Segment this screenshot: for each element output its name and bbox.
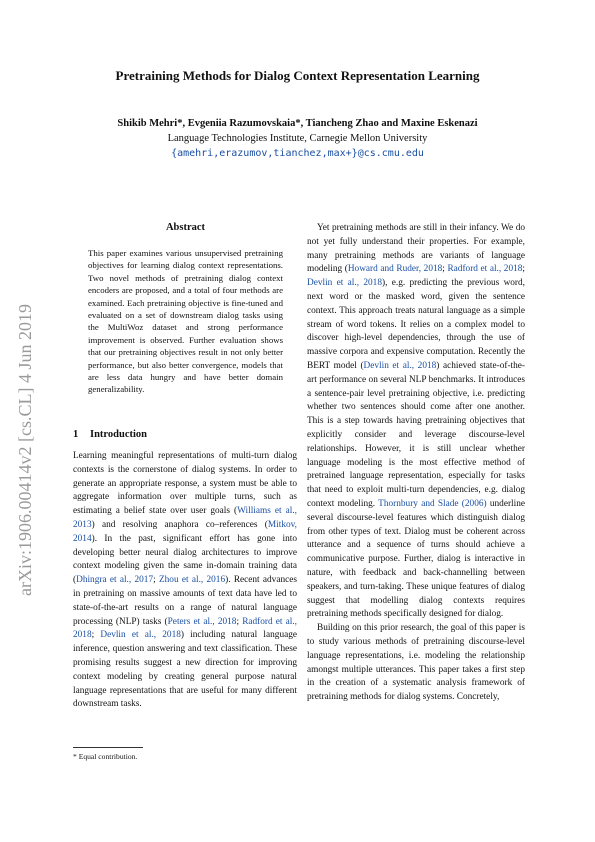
intro-paragraph-3: Building on this prior research, the goal of this paper is to study various methods of pretraining discourse-level language representations, i.e. modeling the relationship amongst multiple utterances. This paper takes a first step in the creation of a systematic analysis framework of pretraining methods for dialog systems. Concretely, — [307, 623, 525, 703]
author-emails[interactable]: {amehri,erazumov,tianchez,max+}@cs.cmu.edu — [171, 148, 424, 159]
text-run: ) achieved state-of-the-art performance on several NLP benchmarks. It introduces a sentence-pair level pretraining objective, i.e. predicting whether two sentences should come after one another. This is a step towards having pretraining objectives that explicitly consider and leverage discourse-level relationships. However, it is still unclear whether language modeling is the most effective method of pretrained language representation, especially for tasks that need to exploit multi-turn dependencies, e.g. dialog context modeling. — [307, 360, 526, 509]
intro-paragraph-2 — [307, 222, 525, 622]
text-run: ; — [236, 616, 243, 627]
citation-link[interactable]: Peters et al., 2018 — [167, 616, 237, 627]
citation-link[interactable]: Radford et al., 2018 — [73, 616, 297, 641]
text-run: Yet pretraining methods are still in their infancy. We do not yet fully understand their properties. For example, many pretraining methods are variants of language modeling ( — [307, 223, 525, 275]
left-column-body — [73, 450, 297, 712]
citation-link[interactable]: Thornbury and Slade (2006) — [378, 498, 487, 509]
text-run: Learning meaningful representations of multi-turn dialog contexts is the cornerstone of dialog systems. In order to generate an appropriate response, a system must be able to aggregate information over multiple turns, such as estimating a belief state over user goals ( — [73, 451, 297, 517]
citation-link[interactable]: Radford et al., 2018 — [447, 264, 523, 275]
citation-link[interactable]: Howard and Ruder, 2018 — [347, 264, 443, 275]
author-list: Shikib Mehri*, Evgeniia Razumovskaia*, Tiancheng Zhao and Maxine Eskenazi — [117, 118, 478, 129]
abstract-text: This paper examines various unsupervised pretraining objectives for learning dialog context representations. Two novel methods of pretraining dialog context encoders are proposed, and a total of four methods are examined. Each pretraining objective is fine-tuned and evaluated on a set of downstream dialog tasks using the MultiWoz dataset and strong performance improvement is observed. Further evaluation shows that our pretraining objectives result in not only better performance, but also better convergence, models that are less data hungry and have better domain generalizability. — [88, 248, 283, 395]
intro-paragraph-1 — [73, 450, 297, 712]
citation-link[interactable]: Devlin et al., 2018 — [307, 278, 382, 289]
text-run: ) and resolving anaphora co–references ( — [91, 519, 268, 530]
paper-title: Pretraining Methods for Dialog Context Representation Learning — [115, 68, 480, 83]
text-run: ; — [153, 575, 159, 586]
section-number: 1 — [73, 429, 79, 440]
footnote: * Equal contribution. — [73, 752, 138, 761]
text-run: ; — [91, 630, 101, 641]
footnote-divider — [73, 747, 143, 748]
text-run: ) including natural language inference, question answering and text classification. These promising results suggest a new direction for improving context modeling by creating general purpose natural language representations that are useful for many different downstream tasks. — [73, 630, 297, 710]
text-run: underline several discourse-level features which distinguish dialog from other types of text. Dialog must be coherent across utterance and a sequence of turns should achieve a communicative purpose. Further, dialog is interactive in nature, with feedback and back-channelling between speakers, and turn-taking. These unique features of dialog suggest that modelling dialog contexts requires pretraining methods specifically designed for dialog. — [307, 498, 525, 620]
citation-link[interactable]: Devlin et al., 2018 — [100, 630, 181, 641]
text-run: ), e.g. predicting the previous word, next word or the masked word, given the sentence context. This approach treats natural language as a simple stream of word tokens. It relies on a complex model to discover high-level dependencies, through the use of massive corpora and expensive computation. Recently the BERT model ( — [307, 278, 526, 371]
text-run: ). In the past, significant effort has gone into developing better neural dialog architectures to improve context modeling given the same in-domain training data ( — [73, 533, 297, 586]
affiliation: Language Technologies Institute, Carnegie Mellon University — [167, 133, 428, 144]
citation-link[interactable]: Mitkov, 2014 — [73, 519, 297, 544]
section-title: Introduction — [90, 429, 147, 440]
arxiv-stamp: arXiv:1906.00414v2 [cs.CL] 4 Jun 2019 — [15, 304, 35, 596]
citation-link[interactable]: Zhou et al., 2016 — [158, 575, 226, 586]
abstract-heading: Abstract — [165, 222, 206, 233]
text-run: ). Recent advances in pretraining on massive amounts of text data have led to state-of-the-art results on a range of natural language processing (NLP) tasks ( — [73, 575, 297, 627]
text-run: ; — [522, 264, 525, 275]
right-column-body — [307, 222, 525, 705]
text-run: ; — [442, 264, 448, 275]
citation-link[interactable]: Williams et al., 2013 — [73, 506, 297, 530]
section-heading-introduction — [73, 429, 147, 440]
citation-link[interactable]: Devlin et al., 2018 — [363, 360, 437, 371]
citation-link[interactable]: Dhingra et al., 2017 — [76, 575, 154, 586]
